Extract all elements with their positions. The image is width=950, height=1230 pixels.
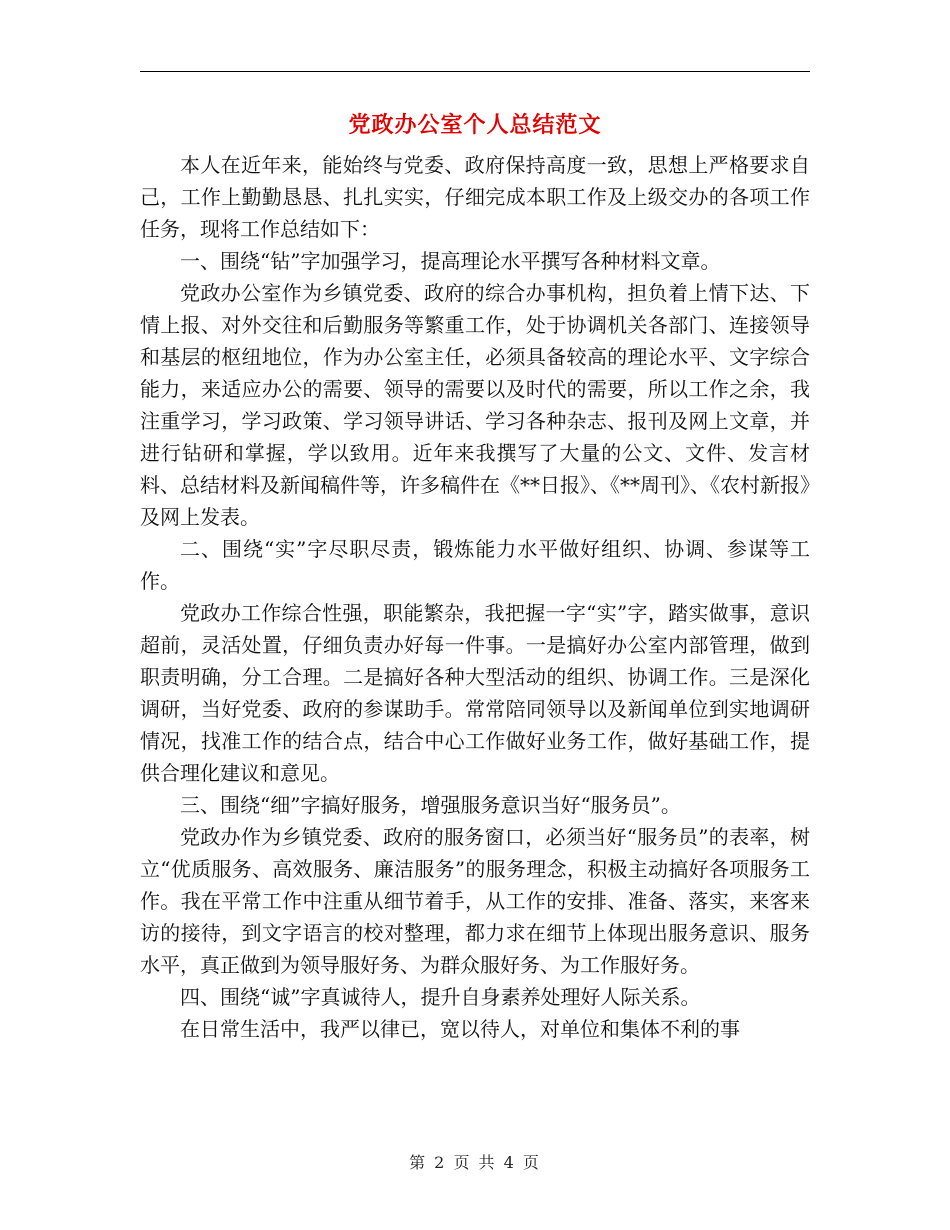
document-title: 党政办公室个人总结范文	[348, 112, 602, 138]
header-rule	[140, 71, 810, 72]
paragraph-intro: 本人在近年来，能始终与党委、政府保持高度一致，思想上严格要求自己，工作上勤勤恳恳、扎扎实实，仔细完成本职工作及上级交办的各项工作任务，现将工作总结如下：	[140, 153, 810, 241]
paragraph-section-2: 党政办工作综合性强，职能繁杂，我把握一字“实”字，踏实做事，意识超前，灵活处置，仔细负责办好每一件事。一是搞好办公室内部管理，做到职责明确，分工合理。二是搞好各种大型活动的组织、协调工作。三是深化调研，当好党委、政府的参谋助手。常常陪同领导以及新闻单位到实地调研情况，找准工作的结合点，结合中心工作做好业务工作，做好基础工作，提供合理化建议和意见。	[140, 601, 810, 785]
paragraph-section-3: 党政办作为乡镇党委、政府的服务窗口，必须当好“服务员”的表率，树立“优质服务、高效服务、廉洁服务”的服务理念，积极主动搞好各项服务工作。我在平常工作中注重从细节着手，从工作的安排、准备、落实，来客来访的接待，到文字语言的校对整理，都力求在细节上体现出服务意识、服务水平，真正做到为领导服好务、为群众服好务、为工作服好务。	[140, 825, 810, 977]
section-heading-2: 二、围绕“实”字尽职尽责，锻炼能力水平做好组织、协调、参谋等工作。	[140, 537, 810, 593]
paragraph-section-1: 党政办公室作为乡镇党委、政府的综合办事机构，担负着上情下达、下情上报、对外交往和后勤服务等繁重工作，处于协调机关各部门、连接领导和基层的枢纽地位，作为办公室主任，必须具备较高的理论水平、文字综合能力，来适应办公的需要、领导的需要以及时代的需要，所以工作之余，我注重学习，学习政策、学习领导讲话、学习各种杂志、报刊及网上文章，并进行钻研和掌握，学以致用。近年来我撰写了大量的公文、文件、发言材料、总结材料及新闻稿件等，许多稿件在《**日报》、《**周刊》、《农村新报》及网上发表。	[140, 281, 810, 529]
section-heading-1: 一、围绕“钻”字加强学习，提高理论水平撰写各种材料文章。	[180, 249, 721, 273]
document-body	[140, 149, 810, 1045]
page-number: 第 2 页 共 4 页	[409, 1153, 541, 1172]
paragraph-section-4: 在日常生活中，我严以律已，宽以待人，对单位和集体不利的事	[180, 1017, 740, 1041]
section-heading-3: 三、围绕“细”字搞好服务，增强服务意识当好“服务员”。	[180, 793, 681, 817]
section-heading-4: 四、围绕“诚”字真诚待人，提升自身素养处理好人际关系。	[180, 985, 701, 1009]
